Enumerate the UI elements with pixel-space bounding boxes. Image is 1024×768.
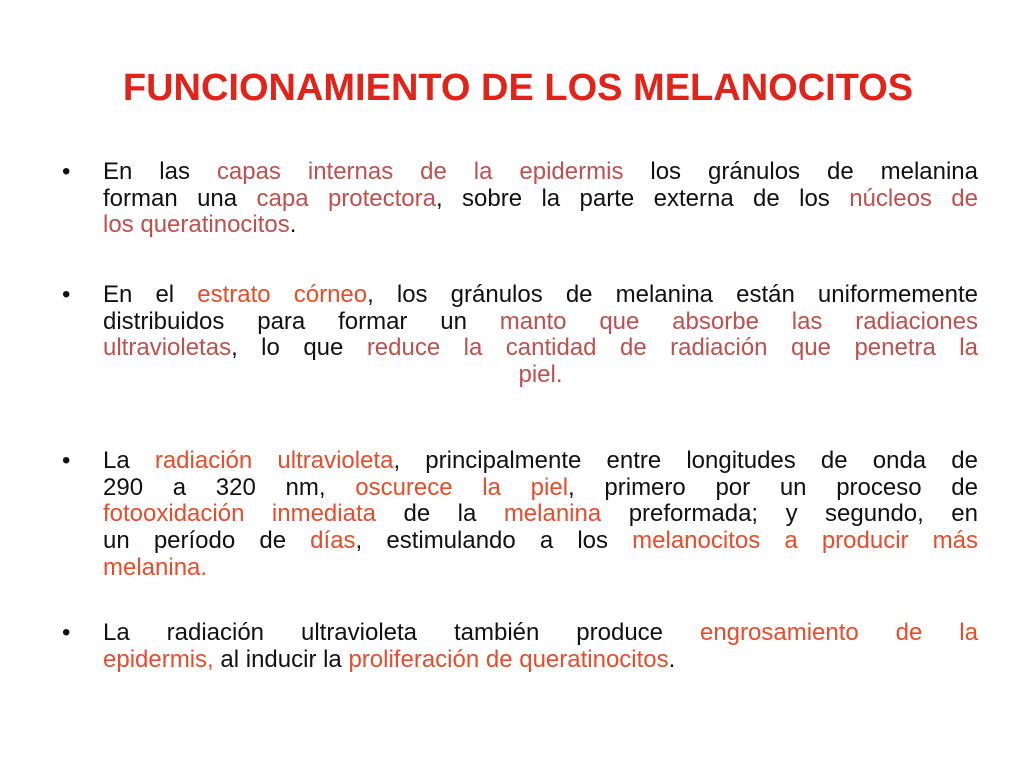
bullet-line bbox=[103, 501, 978, 528]
bullet-line bbox=[103, 555, 978, 582]
text-run: , principalmente entre longitudes de onda de bbox=[393, 447, 978, 474]
highlighted-term: oscurece la piel bbox=[355, 473, 569, 501]
highlighted-term: estrato córneo bbox=[197, 281, 368, 308]
bullet-marker-icon: • bbox=[62, 447, 71, 474]
text-run: forman una bbox=[103, 184, 257, 212]
text-run: un período de bbox=[103, 527, 311, 555]
highlighted-term: fotooxidación inmediata bbox=[103, 500, 376, 528]
text-run: En el bbox=[103, 281, 198, 308]
highlighted-term: ultravioletas bbox=[103, 334, 232, 362]
bullet-text bbox=[103, 159, 978, 239]
bullet-line bbox=[103, 475, 978, 502]
text-run: 290 a 320 nm, bbox=[103, 473, 356, 501]
bullet-line bbox=[103, 282, 978, 309]
bullet-line bbox=[103, 647, 978, 674]
bullet-line bbox=[103, 620, 978, 647]
bullet-line bbox=[103, 528, 978, 555]
text-run: al inducir la bbox=[213, 645, 349, 673]
bullet-line bbox=[103, 362, 978, 389]
highlighted-term: núcleos de bbox=[849, 184, 979, 212]
bullet-text bbox=[103, 282, 978, 389]
bullet-line bbox=[103, 448, 978, 475]
highlighted-term: engrosamiento de la bbox=[699, 619, 978, 646]
text-run: , lo que bbox=[231, 334, 367, 362]
text-run: preformada; y segundo, en bbox=[601, 500, 978, 528]
bullet-marker-icon: • bbox=[62, 281, 71, 308]
slide-title: FUNCIONAMIENTO DE LOS MELANOCITOS bbox=[122, 67, 914, 109]
highlighted-term: los queratinocitos bbox=[103, 211, 290, 239]
text-run: En las bbox=[103, 158, 217, 185]
bullet-line bbox=[103, 212, 978, 239]
highlighted-term: melanina. bbox=[103, 553, 208, 581]
text-run: . bbox=[289, 211, 297, 239]
highlighted-term: capas internas de la epidermis bbox=[216, 158, 624, 185]
text-run: , los gránulos de melanina están uniformemente bbox=[367, 281, 979, 308]
text-run: . bbox=[668, 645, 676, 673]
text-run: , sobre la parte externa de los bbox=[436, 184, 850, 212]
bullet-line bbox=[103, 159, 978, 186]
highlighted-term: reduce la cantidad de radiación que penetra la bbox=[366, 334, 978, 362]
text-run: , primero por un proceso de bbox=[568, 473, 978, 501]
bullet-line bbox=[103, 335, 978, 362]
highlighted-term: capa protectora bbox=[256, 184, 436, 212]
highlighted-term: melanocitos a producir más bbox=[632, 527, 978, 555]
highlighted-term: epidermis, bbox=[103, 645, 214, 673]
text-run: distribuidos para formar un bbox=[103, 307, 500, 335]
highlighted-term: piel. bbox=[518, 361, 563, 389]
bullet-line bbox=[103, 186, 978, 213]
highlighted-term: proliferación de queratinocitos bbox=[348, 645, 669, 673]
highlighted-term: días bbox=[310, 527, 356, 555]
highlighted-term: melanina bbox=[503, 500, 602, 528]
highlighted-term: manto que absorbe las radiaciones bbox=[499, 307, 978, 335]
bullet-marker-icon: • bbox=[62, 619, 71, 646]
bullet-text bbox=[103, 448, 978, 581]
text-run: La bbox=[103, 447, 155, 474]
bullet-line bbox=[103, 309, 978, 336]
bullet-text bbox=[103, 620, 978, 673]
text-run: La radiación ultravioleta también produce bbox=[103, 619, 700, 646]
text-run: los gránulos de melanina bbox=[623, 158, 978, 185]
text-run: , estimulando a los bbox=[355, 527, 633, 555]
bullet-marker-icon: • bbox=[62, 158, 71, 185]
highlighted-term: radiación ultravioleta bbox=[154, 447, 394, 474]
text-run: de la bbox=[375, 500, 504, 528]
